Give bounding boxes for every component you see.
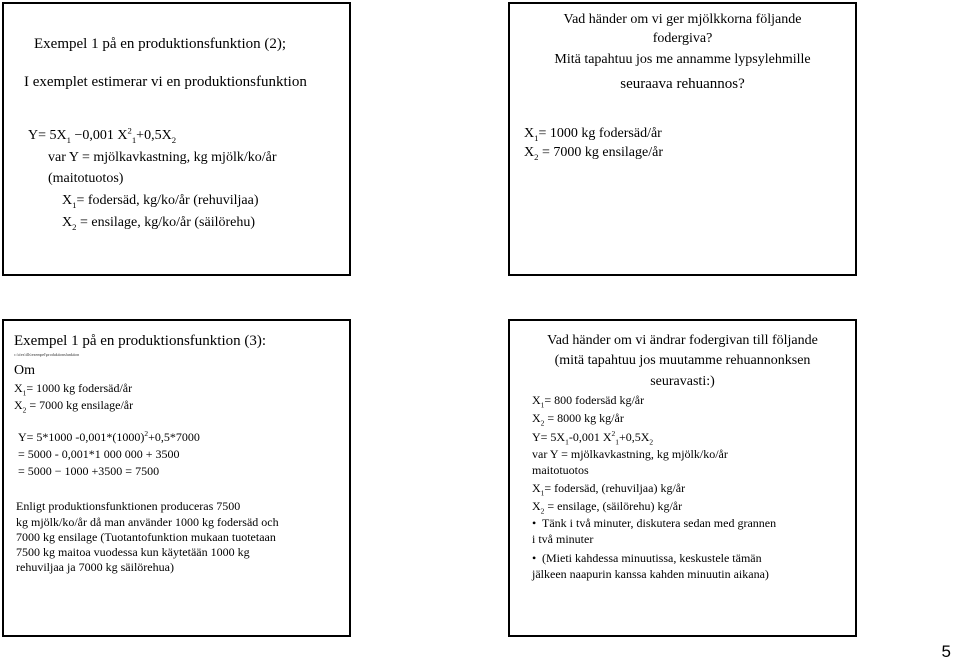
slide-example-3 [2, 319, 351, 637]
slide-changed-feed [508, 319, 857, 637]
bullet-icon: • [532, 551, 537, 565]
question-swedish-line2: fodergiva? [652, 31, 713, 46]
x2-value: $X_2 = 7000$ kg ensilage/år [14, 398, 134, 415]
variable-x1-definition: $X_1=$ fodersäd, kg/ko/år (rehuviljaa) [62, 193, 259, 210]
variable-x2-definition: $X_2$ = ensilage, kg/ko/år (säilörehu) [62, 215, 256, 232]
conclusion-line5: rehuviljaa ja 7000 kg säilörehua) [16, 560, 174, 574]
x1-value: $X_1= 1000$ kg fodersäd/år [524, 126, 662, 143]
variable-y-definition: var Y = mjölkavkastning, kg mjölk/ko/år [48, 150, 277, 165]
calculation-line1: Y= 5*1000 $-0,001*(1000)^2+0,5*7000$ [18, 429, 200, 444]
bullet-icon: • [532, 516, 537, 530]
x2-value: $X_2 = 7000$ kg ensilage/år [524, 145, 663, 162]
slide-title: Exempel 1 på en produktionsfunktion (3): [14, 333, 267, 349]
variable-y-definition: var Y = mjölkavkastning, kg mjölk/ko/år [532, 447, 728, 461]
question-swedish: Vad händer om vi ändrar fodergivan till följande [547, 333, 818, 348]
page-number: 5 [941, 642, 951, 661]
question-swedish-line1: Vad händer om vi ger mjölkkorna följande [563, 12, 802, 27]
production-formula: $Y= 5X_1-0,001$ $X^2_1+0,5X_2$ [532, 429, 654, 447]
slide-example-2 [2, 2, 351, 276]
question-finnish-line2: seuraava rehuannos? [620, 76, 745, 92]
conclusion-line4: 7500 kg maitoa vuodessa kun käytetään 1000 kg [16, 545, 250, 559]
question-finnish-line1: Mitä tapahtuu jos me annamme lypsylehmille [554, 52, 811, 67]
calculation-line2: = 5000 - 0,001*1 000 000 + 3500 [18, 447, 180, 461]
x1-value: $X_1= 800$ fodersäd kg/år [532, 393, 645, 410]
variable-y-finnish: maitotuotos [532, 463, 589, 477]
x1-value: $X_1= 1000$ kg fodersäd/år [14, 381, 133, 398]
bullet-instruction-finnish: • (Mieti kahdessa minuutissa, keskustele tämän [532, 551, 762, 565]
conclusion-line1: Enligt produktionsfunktionen produceras 7500 [16, 499, 241, 513]
bullet-instruction-swedish-cont: i två minuter [532, 532, 594, 546]
conclusion-line2: kg mjölk/ko/år då man använder 1000 kg fodersäd och [16, 515, 279, 529]
slide-title: Exempel 1 på en produktionsfunktion (2); [34, 36, 287, 52]
conclusion-line3: 7000 kg ensilage (Tuotantofunktion mukaan tuotetaan [16, 530, 276, 544]
question-finnish-line2: seuravasti:) [650, 374, 715, 389]
x2-value: $X_2 = 8000$ kg kg/år [532, 411, 624, 428]
variable-y-finnish: (maitotuotos) [48, 171, 124, 186]
bullet-instruction-finnish-cont: jälkeen naapurin kanssa kahden minuutin aikana) [532, 567, 769, 581]
slide-question-feed [508, 2, 857, 276]
intro-text: I exemplet estimerar vi en produktionsfunktion [24, 74, 307, 90]
production-formula: $Y= 5X_1 -0,001$ $X^2_1+0,5X_2$ [28, 125, 177, 145]
calculation-line3: = 5000 − 1000 +3500 = 7500 [18, 464, 160, 478]
file-path-note: c:\a\ex\ills\exempel\produktionsfunktion [14, 352, 80, 357]
bullet-instruction-swedish: • Tänk i två minuter, diskutera sedan med grannen [532, 516, 777, 530]
question-finnish-line1: (mitä tapahtuu jos muutamme rehuannonksen [554, 353, 811, 368]
variable-x2-definition: $X_2$ = ensilage, (säilörehu) kg/år [532, 499, 683, 516]
om-label: Om [14, 363, 35, 378]
variable-x1-definition: $X_1=$ fodersäd, (rehuviljaa) kg/år [532, 481, 686, 498]
